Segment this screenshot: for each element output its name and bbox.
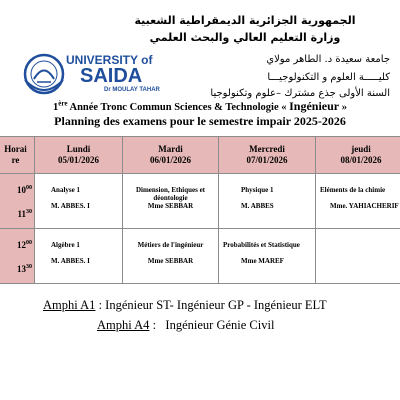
amphi-a4-line <box>97 318 274 333</box>
exam-cell-empty <box>316 229 400 284</box>
title-end: » <box>339 102 348 113</box>
exam-teacher: Mme MAREF <box>241 257 284 265</box>
start-minute: 00 <box>26 240 32 246</box>
end-minute: 30 <box>26 264 32 270</box>
exam-teacher: Mme SEBBAR <box>147 202 194 210</box>
arabic-university-line: جامعة سعيدة د. الطاهر مولاي <box>266 54 390 65</box>
start-minute: 00 <box>26 185 32 191</box>
time-slot-1 <box>0 174 35 229</box>
day-date: 06/01/2026 <box>149 155 191 165</box>
title-sup: ère <box>58 99 68 108</box>
arabic-ministry-line: وزارة التعليم العالي والبحث العلمي <box>149 31 341 44</box>
day-date: 08/01/2026 <box>340 155 382 165</box>
day-date: 07/01/2026 <box>246 155 288 165</box>
exam-cell <box>219 229 316 284</box>
exam-cell <box>123 174 219 229</box>
exam-cell <box>35 174 123 229</box>
exam-cell <box>316 174 400 229</box>
end-hour: 11 <box>17 209 26 219</box>
hour-header <box>0 137 35 174</box>
logo-city-text: SAIDA <box>80 65 143 87</box>
end-minute: 30 <box>26 209 32 215</box>
end-hour: 13 <box>17 264 26 274</box>
day-header-mardi <box>123 137 219 174</box>
table-header-row <box>0 137 400 174</box>
title-ingenieur: Ingénieur <box>289 99 340 113</box>
start-hour: 12 <box>17 240 26 250</box>
program-title <box>0 99 400 114</box>
hour-header-part2: re <box>11 155 20 165</box>
day-date: 05/01/2026 <box>57 155 99 165</box>
exam-teacher: Mme SEBBAR <box>147 257 194 265</box>
day-name: Mercredi <box>249 144 285 154</box>
university-logo <box>22 52 172 98</box>
amphi-value: Ingénieur Génie Civil <box>165 318 275 332</box>
exam-title: Dimension, Ethiques et déontologie <box>135 186 206 202</box>
day-header-jeudi <box>316 137 400 174</box>
logo-university-text: UNIVERSITY of <box>66 53 153 67</box>
arabic-faculty-line: كليـــــة العلوم و التكنولوجيـــا <box>267 72 390 83</box>
exam-title: Analyse 1 <box>51 186 80 194</box>
exam-title: Probabilités et Statistique <box>223 241 300 249</box>
exam-title: Métiers de l'ingénieur <box>137 241 204 249</box>
day-header-mercredi <box>219 137 316 174</box>
amphi-value: Ingénieur ST- Ingénieur GP - Ingénieur ELT <box>105 298 327 312</box>
amphi-label: Amphi A4 <box>97 318 150 332</box>
exam-title: Eléments de la chimie <box>320 186 386 194</box>
day-name: jeudi <box>351 144 371 154</box>
amphi-sep: : <box>95 298 106 312</box>
arabic-republic-line: الجمهورية الجزائرية الديمقراطية الشعبية <box>134 14 356 27</box>
amphi-sep: : <box>149 318 166 332</box>
start-hour: 10 <box>17 185 26 195</box>
exam-schedule-table <box>0 136 400 284</box>
university-emblem-icon <box>22 52 66 96</box>
table-row <box>0 174 400 229</box>
exam-cell <box>123 229 219 284</box>
amphi-label: Amphi A1 <box>43 298 96 312</box>
day-header-lundi <box>35 137 123 174</box>
exam-teacher: M. ABBES <box>241 202 274 210</box>
exam-teacher: M. ABBES. I <box>51 257 90 265</box>
day-name: Mardi <box>158 144 183 154</box>
exam-cell <box>35 229 123 284</box>
title-rest: Année Tronc Commun Sciences & Technologie « <box>67 102 290 113</box>
exam-teacher: Mme. YAHIACHERIF <box>330 202 399 210</box>
exam-cell <box>219 174 316 229</box>
exam-title: Algèbre 1 <box>51 241 80 249</box>
title-number: 1 <box>52 102 59 113</box>
time-slot-2 <box>0 229 35 284</box>
logo-sub-text: Dr MOULAY TAHAR <box>104 87 160 93</box>
exam-title: Physique 1 <box>241 186 274 194</box>
table-row <box>0 229 400 284</box>
hour-header-part1: Horai <box>4 144 27 154</box>
exam-teacher: M. ABBES. I <box>51 202 90 210</box>
planning-title: Planning des examens pour le semestre impair 2025-2026 <box>54 114 346 128</box>
amphi-a1-line <box>43 298 327 313</box>
arabic-year-line: السنة الأولى جذع مشترك –علوم وتكنولوجيا <box>210 88 390 99</box>
day-name: Lundi <box>66 144 91 154</box>
